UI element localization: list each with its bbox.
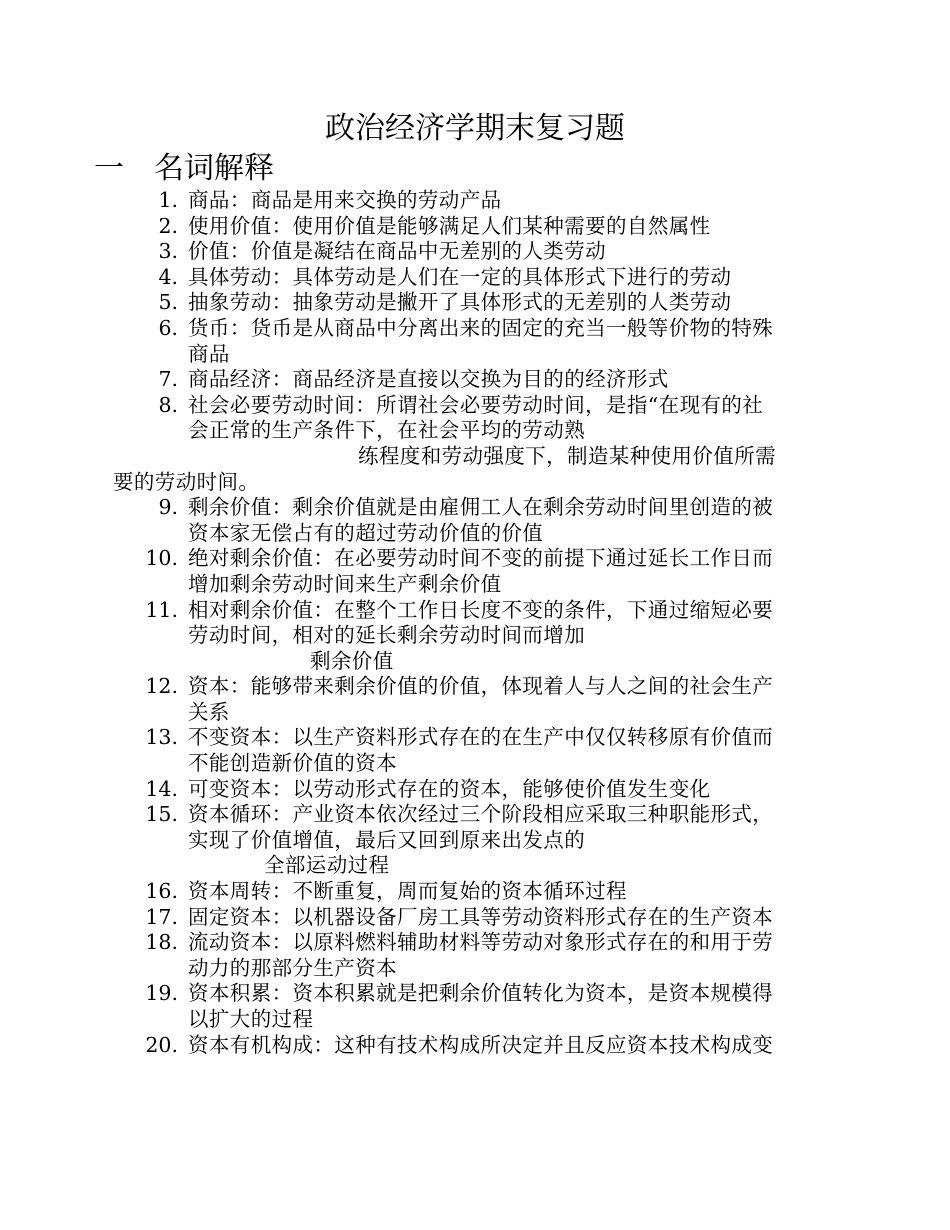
list-item: [0, 367, 843, 393]
item-text: 固定资本：以机器设备厂房工具等劳动资料形式存在的生产资本: [188, 904, 774, 929]
item-number: 7.: [158, 367, 178, 392]
item-continuation: 要的劳动时间。: [113, 469, 260, 494]
term-list: [0, 188, 950, 1058]
item-number: 12.: [145, 674, 178, 699]
item-text: 流动资本：以原料燃料辅助材料等劳动对象形式存在的和用于劳 动力的那部分生产资本: [188, 930, 774, 980]
list-item: [0, 905, 843, 931]
list-item: [0, 214, 843, 240]
list-item: [0, 879, 843, 905]
item-text: 资本循环：产业资本依次经过三个阶段相应采取三种职能形式， 实现了价值增值，最后又回到原来出发点的: [188, 802, 774, 852]
item-text: 资本周转：不断重复，周而复始的资本循环过程: [188, 879, 627, 904]
item-number: 20.: [145, 1032, 178, 1057]
item-text: 可变资本：以劳动形式存在的资本，能够使价值发生变化: [188, 776, 711, 801]
item-text: 商品：商品是用来交换的劳动产品: [188, 188, 502, 212]
item-text: 剩余价值：剩余价值就是由雇佣工人在剩余劳动时间里创造的被 资本家无偿占有的超过劳动价值的价值: [188, 495, 774, 545]
item-number: 3.: [158, 239, 178, 264]
item-text: 社会必要劳动时间：所谓社会必要劳动时间，是指“在现有的社 会正常的生产条件下，在社会平均的劳动熟: [188, 392, 764, 443]
item-number: 10.: [145, 546, 178, 571]
list-item: [0, 495, 843, 546]
item-text: 资本有机构成：这种有技术构成所决定并且反应资本技术构成变: [188, 1032, 774, 1057]
item-number: 19.: [145, 981, 178, 1006]
list-item: [0, 802, 843, 853]
list-item: [0, 265, 843, 291]
list-item: [0, 290, 843, 316]
section-number: 一: [94, 151, 124, 186]
list-item: [0, 239, 843, 265]
item-number: 16.: [145, 879, 178, 904]
item-text: 具体劳动：具体劳动是人们在一定的具体形式下进行的劳动: [188, 264, 732, 289]
page-title: 政治经济学期末复习题: [325, 111, 625, 146]
item-number: 8.: [158, 392, 178, 417]
item-number: 9.: [158, 495, 178, 520]
list-item: [0, 1033, 843, 1059]
item-text: 资本：能够带来剩余价值的价值，体现着人与人之间的社会生产 关系: [188, 674, 774, 724]
section-heading-text: 名词解释: [154, 151, 274, 186]
item-text: 抽象劳动：抽象劳动是撇开了具体形式的无差别的人类劳动: [188, 290, 732, 315]
item-text: 相对剩余价值：在整个工作日长度不变的条件，下通过缩短必要 劳动时间，相对的延长剩余劳动时间而增加: [188, 597, 774, 648]
item-number: 18.: [145, 930, 178, 955]
item-text: 价值：价值是凝结在商品中无差别的人类劳动: [188, 239, 606, 264]
item-number: 6.: [158, 315, 178, 340]
item-continuation: 练程度和劳动强度下，制造某种使用价值所需: [358, 443, 776, 468]
list-item: [0, 981, 843, 1032]
item-number: 5.: [158, 290, 178, 315]
list-item: [0, 777, 843, 803]
item-number: 2.: [158, 213, 178, 238]
item-text: 货币：货币是从商品中分离出来的固定的充当一般等价物的特殊 商品: [188, 315, 774, 366]
list-item: [0, 316, 843, 367]
item-number: 4.: [158, 264, 178, 289]
item-number: 17.: [145, 904, 178, 929]
section-heading: [94, 151, 274, 187]
item-text: 使用价值：使用价值是能够满足人们某种需要的自然属性: [188, 213, 711, 238]
item-number: 1.: [158, 188, 178, 212]
item-text: 绝对剩余价值：在必要劳动时间不变的前提下通过延长工作日而 增加剩余劳动时间来生产剩余价值: [188, 546, 774, 596]
list-item: [0, 393, 843, 444]
item-text: 不变资本：以生产资料形式存在的在生产中仅仅转移原有价值而 不能创造新价值的资本: [188, 725, 774, 776]
list-item: [0, 930, 843, 981]
list-item: [0, 546, 843, 597]
list-item: [0, 188, 843, 214]
item-continuation: 全部运动过程: [264, 853, 390, 878]
item-number: 15.: [145, 802, 178, 827]
item-continuation: 剩余价值: [310, 648, 394, 673]
item-number: 11.: [145, 597, 178, 622]
item-number: 14.: [145, 776, 178, 801]
item-text: 资本积累：资本积累就是把剩余价值转化为资本，是资本规模得 以扩大的过程: [188, 981, 774, 1031]
item-text: 商品经济：商品经济是直接以交换为目的的经济形式: [188, 367, 669, 392]
list-item: [0, 725, 843, 776]
list-item: [0, 598, 843, 649]
list-item: [0, 674, 843, 725]
item-number: 13.: [145, 725, 178, 750]
